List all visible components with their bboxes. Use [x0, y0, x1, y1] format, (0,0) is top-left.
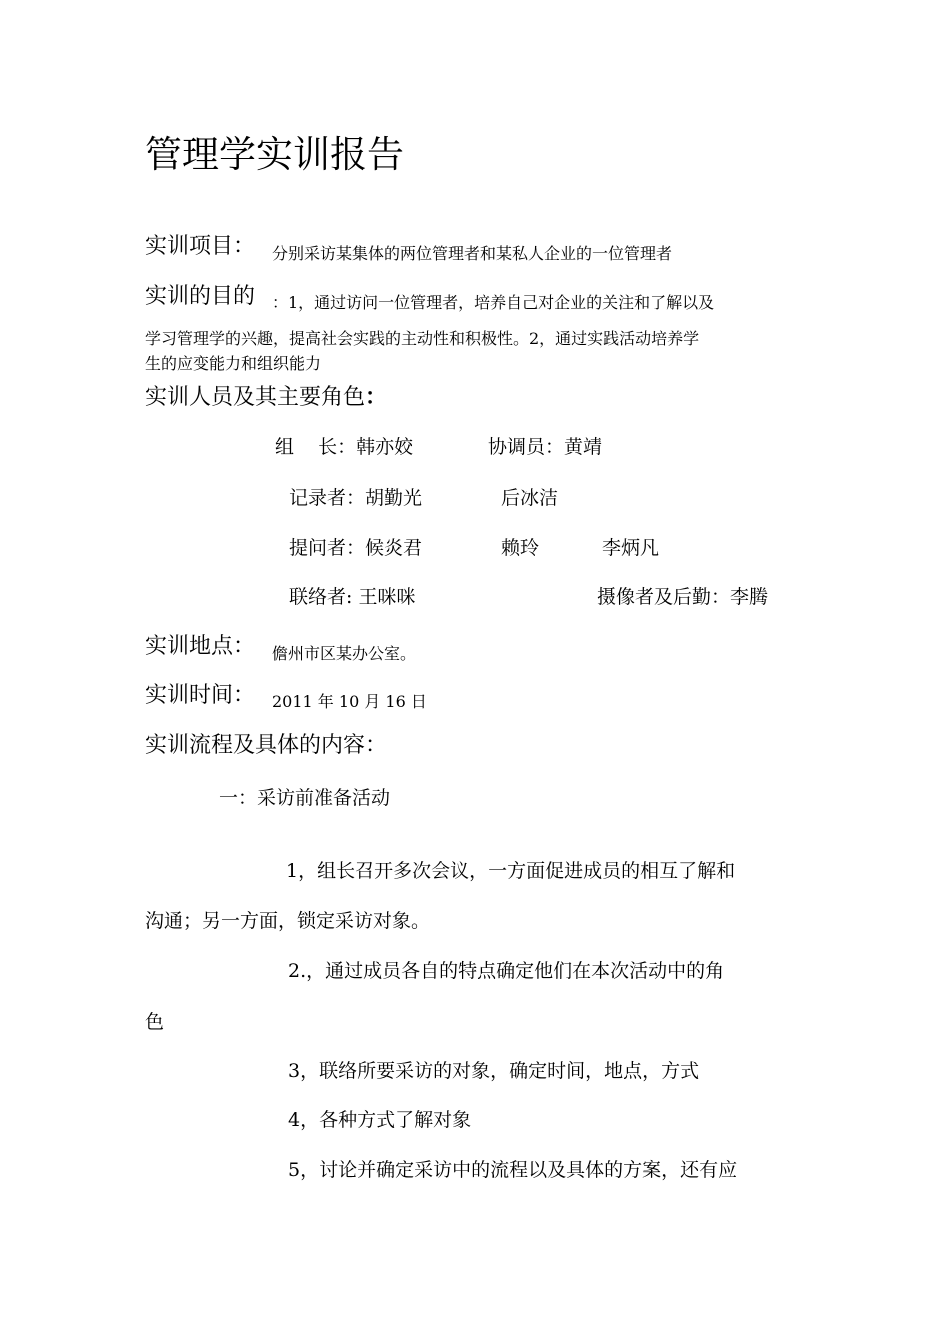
location-value: 儋州市区某办公室。 [272, 644, 417, 663]
process-item-2-line-2: 色 [145, 1011, 165, 1033]
time-label: 实训时间： [145, 683, 256, 708]
member-recorder-2: 后冰洁 [501, 487, 559, 509]
purpose-label: 实训的目的 [145, 284, 256, 309]
member-questioner: 提问者：候炎君 [289, 537, 423, 559]
process-label: 实训流程及具体的内容： [145, 733, 388, 758]
member-questioner-3: 李炳凡 [602, 537, 660, 559]
process-section-1: 一：采访前准备活动 [219, 787, 391, 809]
process-item-1-line-2: 沟通；另一方面，锁定采访对象。 [145, 910, 431, 932]
process-item-4: 4，各种方式了解对象 [288, 1109, 472, 1131]
member-coordinator: 协调员：黄靖 [488, 436, 603, 458]
process-item-3: 3，联络所要采访的对象，确定时间，地点，方式 [288, 1060, 700, 1082]
members-label-colon: ： [365, 384, 388, 410]
process-item-5: 5，讨论并确定采访中的流程以及具体的方案，还有应 [288, 1159, 738, 1181]
members-label [145, 382, 387, 413]
members-label-text: 实训人员及其主要角色 [145, 385, 366, 410]
member-photographer: 摄像者及后勤：李腾 [597, 586, 769, 608]
project-value: 分别采访某集体的两位管理者和某私人企业的一位管理者 [272, 244, 673, 263]
purpose-line-1: ：1，通过访问一位管理者，培养自己对企业的关注和了解以及 [272, 293, 715, 312]
member-contact: 联络者: 王咪咪 [289, 586, 416, 608]
member-leader: 组 长：韩亦姣 [275, 436, 414, 458]
member-recorder: 记录者：胡勤光 [289, 487, 423, 509]
purpose-line-2: 学习管理学的兴趣，提高社会实践的主动性和积极性。2，通过实践活动培养学 [145, 329, 700, 348]
purpose-line-3: 生的应变能力和组织能力 [145, 354, 322, 373]
time-value: 2011 年 10 月 16 日 [272, 692, 427, 711]
process-item-2-line-1: 2.，通过成员各自的特点确定他们在本次活动中的角 [288, 960, 725, 982]
project-label: 实训项目： [145, 234, 256, 259]
process-item-1-line-1: 1，组长召开多次会议，一方面促进成员的相互了解和 [286, 860, 736, 882]
member-questioner-2: 赖玲 [501, 537, 540, 559]
location-label: 实训地点： [145, 634, 256, 659]
report-title: 管理学实训报告 [145, 133, 404, 176]
